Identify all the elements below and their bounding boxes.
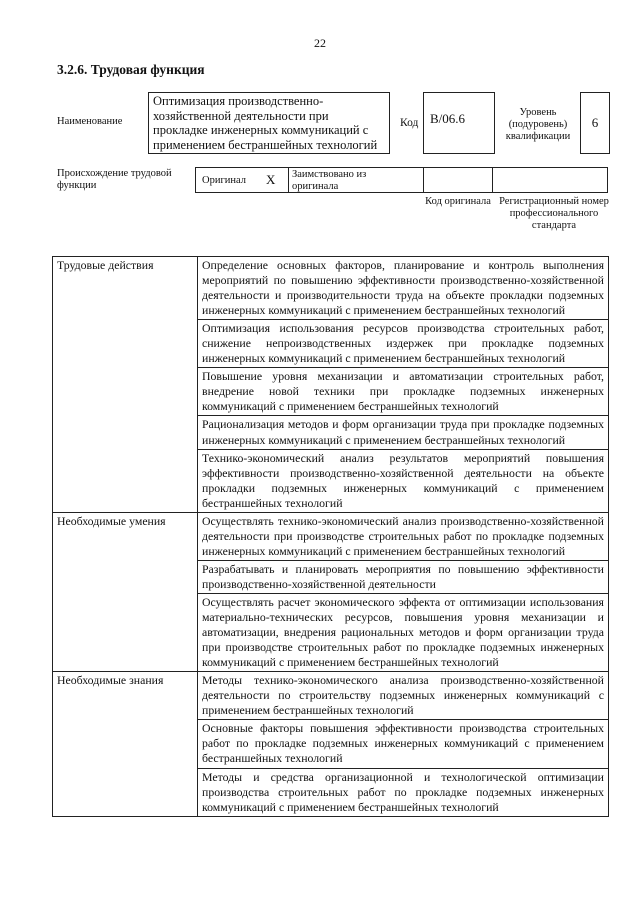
table-cell: Рационализация методов и форм организации труда при прокладке подземных инженерных коммуникаций с применением бестраншейных технологий <box>198 416 609 449</box>
code-value: B/06.6 <box>423 92 495 154</box>
reg-number-caption: Регистрационный номер профессионального стандарта <box>499 196 609 231</box>
level-label: Уровень (подуровень) квалификации <box>505 107 571 142</box>
table-row <box>53 512 609 560</box>
page-number: 22 <box>314 36 326 50</box>
reg-number-cell <box>492 167 608 193</box>
section-heading: Трудовые действия <box>53 257 198 513</box>
section-heading: Необходимые знания <box>53 672 198 816</box>
section-title: 3.2.6. Трудовая функция <box>57 62 205 77</box>
table-row <box>53 257 609 320</box>
name-label: Наименование <box>57 116 123 127</box>
table-cell: Методы технико-экономического анализа производственно-хозяйственной деятельности по строительству подземных инженерных коммуникаций с применением бестраншейных технологий <box>198 672 609 720</box>
table-row <box>53 672 609 720</box>
table-cell: Методы и средства организационной и технологической оптимизации производства строительных работ по прокладке подземных инженерных коммуникаций с применением бестраншейных технологий <box>198 768 609 816</box>
code-original-cell <box>423 167 493 193</box>
function-table <box>52 256 609 817</box>
code-original-caption: Код оригинала <box>425 196 491 207</box>
table-cell: Технико-экономический анализ результатов мероприятий повышения эффективности производственно-хозяйственной деятельности на объекте прокладки подземных инженерных коммуникаций с применением бестраншейных технологий <box>198 449 609 512</box>
section-heading: Необходимые умения <box>53 512 198 671</box>
table-cell: Основные факторы повышения эффективности производства строительных работ по прокладке подземных инженерных коммуникаций с применением бестраншейных технологий <box>198 720 609 768</box>
table-cell: Оптимизация использования ресурсов производства строительных работ, снижение непроизводственных издержек при прокладке подземных инженерных коммуникаций с применением бестраншейных технологий <box>198 320 609 368</box>
code-label: Код <box>400 117 419 129</box>
table-cell: Разрабатывать и планировать мероприятия по повышению эффективности производственно-хозяйственной деятельности <box>198 560 609 593</box>
table-cell: Осуществлять технико-экономический анализ производственно-хозяйственной деятельности при производстве строительных работ по прокладке подземных инженерных коммуникаций с применением бестраншейных технологий <box>198 512 609 560</box>
origin-label: Происхождение трудовой функции <box>57 168 172 191</box>
borrowed-cell <box>288 167 424 193</box>
original-label: Оригинал <box>202 175 246 186</box>
name-value: Оптимизация производственно-хозяйственной деятельности при прокладке инженерных коммуникаций с применением бестраншейных технологий <box>148 92 390 154</box>
table-cell: Осуществлять расчет экономического эффекта от оптимизации использования материально-технических ресурсов, повышения уровня механизации и автоматизации, внедрения рациональных методов и форм организации труда при производстве строительных работ по прокладке подземных инженерных коммуникаций с применением бестраншейных технологий <box>198 593 609 671</box>
borrowed-label: Заимствовано из оригинала <box>292 169 367 192</box>
table-cell: Определение основных факторов, планирование и контроль выполнения мероприятий по повышению эффективности производственно-хозяйственной деятельности и производительности труда на объекте прокладки подземных инженерных коммуникаций с применением бестраншейных технологий <box>198 257 609 320</box>
original-cell <box>195 167 289 193</box>
level-value: 6 <box>580 92 610 154</box>
original-mark: X <box>266 172 276 187</box>
table-cell: Повышение уровня механизации и автоматизации строительных работ, внедрение новой техники при прокладке подземных инженерных коммуникаций с применением бестраншейных технологий <box>198 368 609 416</box>
